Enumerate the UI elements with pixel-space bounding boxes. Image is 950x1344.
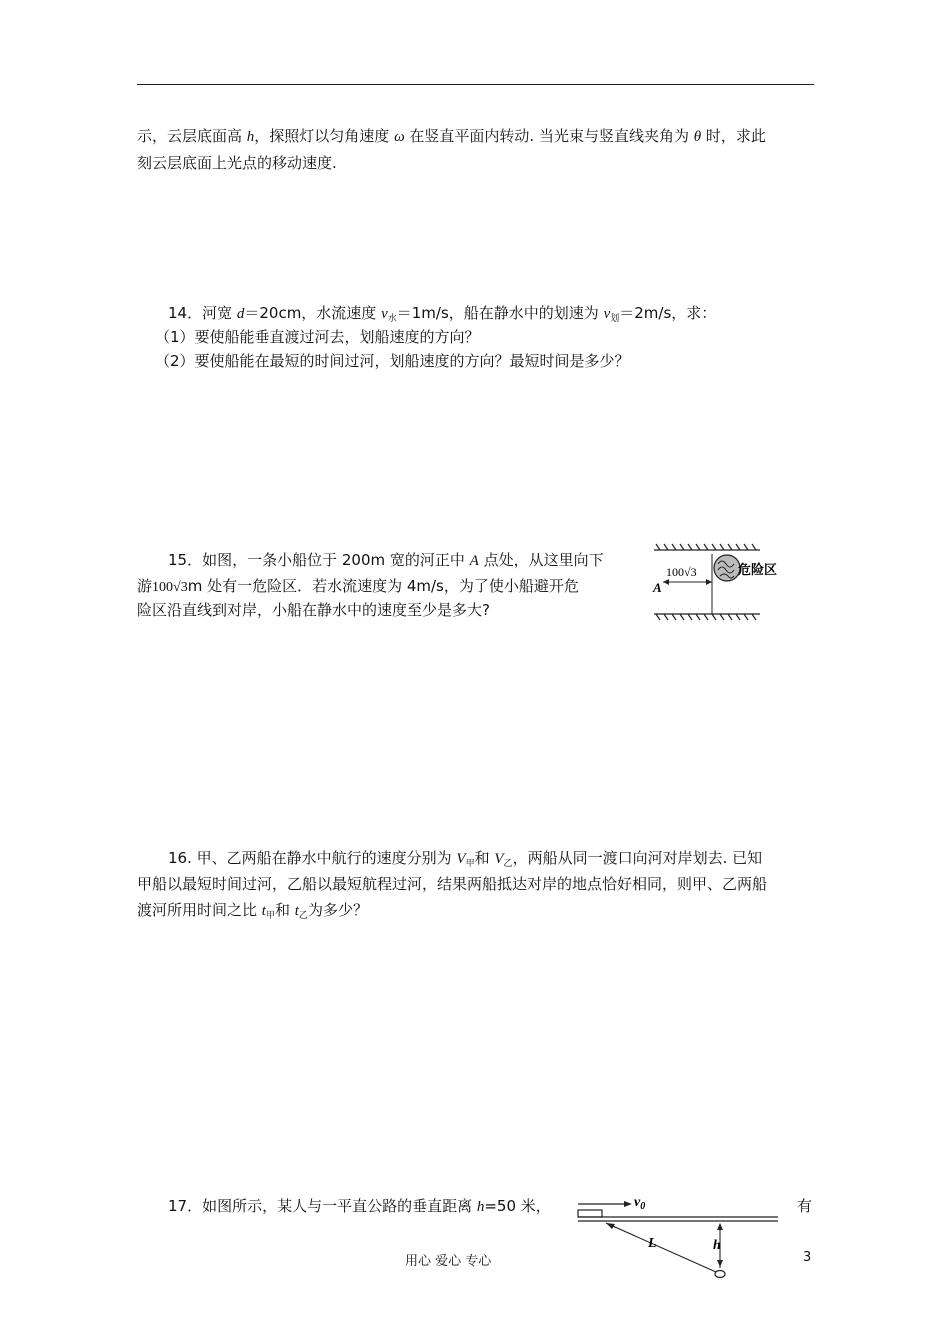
velocity-arrow — [578, 1201, 632, 1207]
q17-tail: 有 — [797, 1197, 813, 1215]
q16-line1: 16. 甲、乙两船在静水中航行的速度分别为 $V_甲$和 $V_乙$，两船从同一渡口向河对岸划去. 已知 — [168, 849, 763, 869]
arrow-head-left — [663, 579, 669, 585]
fig-distance-label: 100√3 — [666, 565, 697, 579]
q15-line1: 15．如图，一条小船位于 200m 宽的河正中 A 点处，从这里向下 — [168, 551, 604, 569]
q13-line1: 示，云层底面高 h，探照灯以匀角速度 ω 在竖直平面内转动. 当光束与竖直线夹角为 θ 时，求此 — [137, 127, 766, 145]
q16-line3: 渡河所用时间之比 $t_甲$和 $t_乙$为多少？ — [137, 901, 368, 921]
fig-h-label: h — [713, 1238, 721, 1253]
fig-v0-label: $v_0$ — [634, 1195, 646, 1212]
person-icon — [715, 1271, 725, 1278]
q13-line2: 刻云层底面上光点的移动速度. — [137, 154, 337, 172]
road — [578, 1217, 778, 1221]
L-line — [606, 1223, 716, 1272]
q15-line2: 游100√3m 处有一危险区．若水流速度为 4m/s，为了使小船避开危 — [137, 577, 579, 595]
header-rule — [137, 84, 814, 85]
footer-motto: 用心 爱心 专心 — [405, 1254, 492, 1269]
arrow-head-right — [706, 579, 712, 585]
top-bank — [654, 544, 760, 550]
q14-part1: （1）要使船能垂直渡过河去，划船速度的方向？ — [155, 328, 480, 346]
fig-L-label: L — [648, 1236, 657, 1251]
page-number: 3 — [803, 1250, 812, 1265]
fig-A-label: A — [653, 580, 662, 595]
q14-part2: （2）要使船能在最短的时间过河，划船速度的方向？最短时间是多少？ — [155, 352, 630, 370]
car-rect — [578, 1210, 602, 1217]
fig-danger-label: 危险区 — [738, 563, 778, 578]
q15-figure — [648, 542, 778, 624]
q15-line3: 险区沿直线到对岸，小船在静水中的速度至少是多大? — [137, 601, 490, 619]
q14-stem: 14．河宽 d＝20cm，水流速度 $v_水=1m/s$，船在静水中的划速为 $v_划=2m/s$，求： — [168, 304, 717, 324]
q16-line2: 甲船以最短时间过河，乙船以最短航程过河，结果两船抵达对岸的地点恰好相同，则甲、乙两船 — [137, 875, 768, 893]
h-arrow-down — [717, 1260, 723, 1267]
q15-sqrt-expression: 100√3 — [152, 580, 188, 595]
h-arrow-up — [717, 1223, 723, 1230]
q17-figure — [572, 1192, 782, 1282]
danger-zone-icon — [714, 555, 740, 581]
bottom-bank — [654, 614, 760, 620]
L-arrow-head — [606, 1223, 615, 1229]
q17-stem: 17．如图所示，某人与一平直公路的垂直距离 h=50 米， — [168, 1197, 551, 1215]
